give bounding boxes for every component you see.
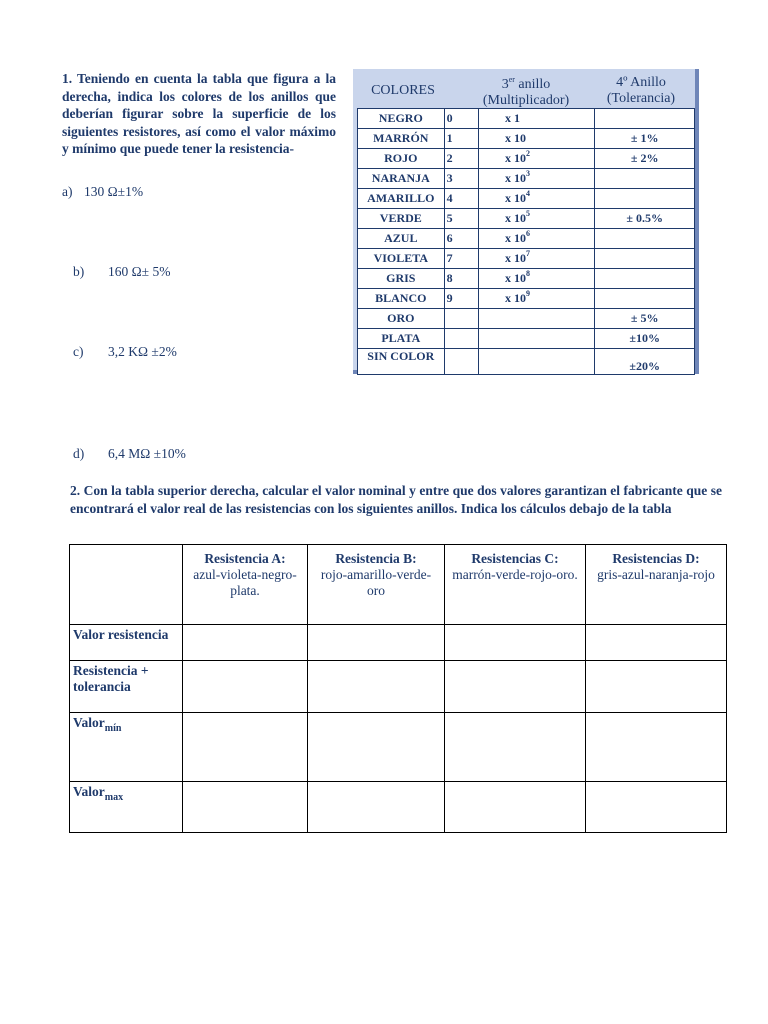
multiplier-exponent: 2 [526, 149, 531, 158]
answer-cell[interactable] [308, 782, 445, 833]
multiplier-value: x 10 [505, 251, 527, 265]
column-colors: gris-azul-naranja-rojo [597, 567, 715, 582]
header-third-ring: 3er anillo (Multiplicador) [482, 75, 570, 108]
digit-cell: 2 [444, 149, 478, 169]
table-row [358, 129, 695, 149]
table-row [70, 625, 727, 661]
question-2-text: Con la tabla superior derecha, calcular el valor nominal y entre que dos valores garantizan el fabricante que se encontrará el valor real de las resistencias con los siguientes anillos. Indica los cálculos debajo de la tabla [70, 483, 723, 516]
table-row [358, 209, 695, 229]
answer-cell[interactable] [183, 661, 308, 713]
digit-cell: 3 [444, 169, 478, 189]
color-name-cell: GRIS [358, 269, 445, 289]
column-colors: rojo-amarillo-verde-oro [320, 567, 432, 598]
table-row [70, 713, 727, 782]
answer-cell[interactable] [586, 782, 727, 833]
table-row [358, 309, 695, 329]
table-row [358, 229, 695, 249]
digit-cell [444, 349, 478, 375]
table-row [358, 349, 695, 375]
multiplier-value: x 10 [505, 271, 527, 285]
color-name-cell: VERDE [358, 209, 445, 229]
multiplier-value: x 10 [505, 231, 527, 245]
color-name-cell: SIN COLOR [358, 349, 445, 375]
question-2-number: 2. [70, 483, 81, 498]
tolerance-cell [595, 169, 695, 189]
multiplier-exponent: 6 [526, 229, 531, 238]
multiplier-value: x 1 [505, 111, 521, 125]
row-label-valor: Valor resistencia [70, 625, 183, 661]
digit-cell: 0 [444, 109, 478, 129]
column-resistencia-a [183, 545, 308, 625]
color-name-cell: NARANJA [358, 169, 445, 189]
question-1-number: 1. [62, 71, 73, 86]
option-value: 160 Ω± 5% [108, 264, 171, 279]
table-row [358, 169, 695, 189]
multiplier-cell [479, 229, 595, 249]
color-name-cell: NEGRO [358, 109, 445, 129]
multiplier-exponent: 7 [526, 249, 531, 258]
tolerance-cell [595, 109, 695, 129]
color-name-cell: VIOLETA [358, 249, 445, 269]
table-row [358, 249, 695, 269]
answer-cell[interactable] [586, 713, 727, 782]
tolerance-cell: ±20% [595, 349, 695, 375]
color-name-cell: ROJO [358, 149, 445, 169]
option-value: 6,4 MΩ ±10% [108, 446, 186, 461]
column-name: Resistencia B: [335, 551, 417, 566]
digit-cell [444, 329, 478, 349]
multiplier-cell [479, 169, 595, 189]
results-table [69, 544, 727, 833]
answer-cell[interactable] [586, 661, 727, 713]
color-name-cell: PLATA [358, 329, 445, 349]
table-row [358, 109, 695, 129]
color-name-cell: AMARILLO [358, 189, 445, 209]
tolerance-cell: ±10% [595, 329, 695, 349]
tolerance-cell [595, 249, 695, 269]
answer-cell[interactable] [183, 713, 308, 782]
color-code-table [353, 69, 699, 374]
column-resistencia-d [586, 545, 727, 625]
table-row [70, 661, 727, 713]
multiplier-value: x 10 [505, 131, 527, 145]
multiplier-cell [479, 109, 595, 129]
option-c [73, 344, 177, 360]
row-label-min: Valor$_{mín}$ [70, 713, 183, 782]
multiplier-exponent: 4 [526, 189, 531, 198]
option-d [73, 446, 186, 462]
option-label: d) [73, 446, 85, 461]
multiplier-cell [479, 249, 595, 269]
column-colors: marrón-verde-rojo-oro. [452, 567, 578, 582]
column-name: Resistencia A: [204, 551, 286, 566]
table-row [358, 189, 695, 209]
multiplier-cell [479, 129, 595, 149]
color-name-cell: ORO [358, 309, 445, 329]
row-label-tolerancia: Resistencia + tolerancia [70, 661, 183, 713]
multiplier-value: x 10 [505, 211, 527, 225]
option-value: 130 Ω±1% [84, 184, 144, 199]
multiplier-cell [479, 349, 595, 375]
multiplier-value: x 10 [505, 151, 527, 165]
multiplier-value: x 10 [505, 291, 527, 305]
column-name: Resistencias D: [612, 551, 700, 566]
option-b [73, 264, 170, 280]
table-row [358, 289, 695, 309]
digit-cell: 6 [444, 229, 478, 249]
question-2 [70, 482, 722, 518]
multiplier-cell [479, 209, 595, 229]
column-colors: azul-violeta-negro-plata. [193, 567, 297, 598]
digit-cell: 4 [444, 189, 478, 209]
multiplier-exponent: 3 [526, 169, 531, 178]
multiplier-exponent: 5 [526, 209, 531, 218]
multiplier-value: x 10 [505, 171, 527, 185]
color-name-cell: BLANCO [358, 289, 445, 309]
digit-cell: 1 [444, 129, 478, 149]
digit-cell [444, 309, 478, 329]
multiplier-exponent: 9 [526, 289, 531, 298]
option-value: 3,2 KΩ ±2% [108, 344, 177, 359]
tolerance-cell [595, 289, 695, 309]
color-name-cell: MARRÓN [358, 129, 445, 149]
multiplier-cell [479, 309, 595, 329]
answer-cell[interactable] [308, 625, 445, 661]
answer-cell[interactable] [308, 713, 445, 782]
multiplier-cell [479, 269, 595, 289]
tolerance-cell: ± 2% [595, 149, 695, 169]
answer-cell[interactable] [308, 661, 445, 713]
digit-cell: 5 [444, 209, 478, 229]
column-resistencia-c [445, 545, 586, 625]
answer-cell[interactable] [445, 713, 586, 782]
tolerance-cell [595, 269, 695, 289]
answer-cell[interactable] [445, 661, 586, 713]
tolerance-cell: ± 0.5% [595, 209, 695, 229]
table-row [358, 149, 695, 169]
row-label-max: Valor$_{max}$ [70, 782, 183, 833]
header-colors: COLORES [371, 83, 435, 98]
multiplier-cell [479, 149, 595, 169]
tolerance-cell: ± 5% [595, 309, 695, 329]
corner-cell [70, 545, 183, 625]
answer-cell[interactable] [445, 625, 586, 661]
table-row [70, 782, 727, 833]
color-code-grid [357, 108, 695, 375]
answer-cell[interactable] [586, 625, 727, 661]
table-row [358, 269, 695, 289]
color-name-cell: AZUL [358, 229, 445, 249]
header-fourth-ring: 4º Anillo (Tolerancia) [606, 75, 676, 106]
question-1 [62, 70, 336, 158]
option-label: a) [62, 184, 73, 199]
multiplier-cell [479, 289, 595, 309]
digit-cell: 8 [444, 269, 478, 289]
tolerance-cell: ± 1% [595, 129, 695, 149]
digit-cell: 7 [444, 249, 478, 269]
answer-cell[interactable] [445, 782, 586, 833]
table-row [358, 329, 695, 349]
option-label: c) [73, 344, 84, 359]
column-resistencia-b [308, 545, 445, 625]
option-label: b) [73, 264, 85, 279]
multiplier-cell [479, 189, 595, 209]
column-name: Resistencias C: [471, 551, 559, 566]
option-a [62, 184, 143, 200]
tolerance-cell [595, 229, 695, 249]
multiplier-value: x 10 [505, 191, 527, 205]
question-1-text: Teniendo en cuenta la tabla que figura a la derecha, indica los colores de los anillos que deberían figurar sobre la superficie de los siguientes resistores, así como el valor máximo y mínimo que puede tener la resistencia- [62, 71, 336, 157]
answer-cell[interactable] [183, 782, 308, 833]
answer-cell[interactable] [183, 625, 308, 661]
multiplier-exponent: 8 [526, 269, 531, 278]
multiplier-cell [479, 329, 595, 349]
digit-cell: 9 [444, 289, 478, 309]
tolerance-cell [595, 189, 695, 209]
